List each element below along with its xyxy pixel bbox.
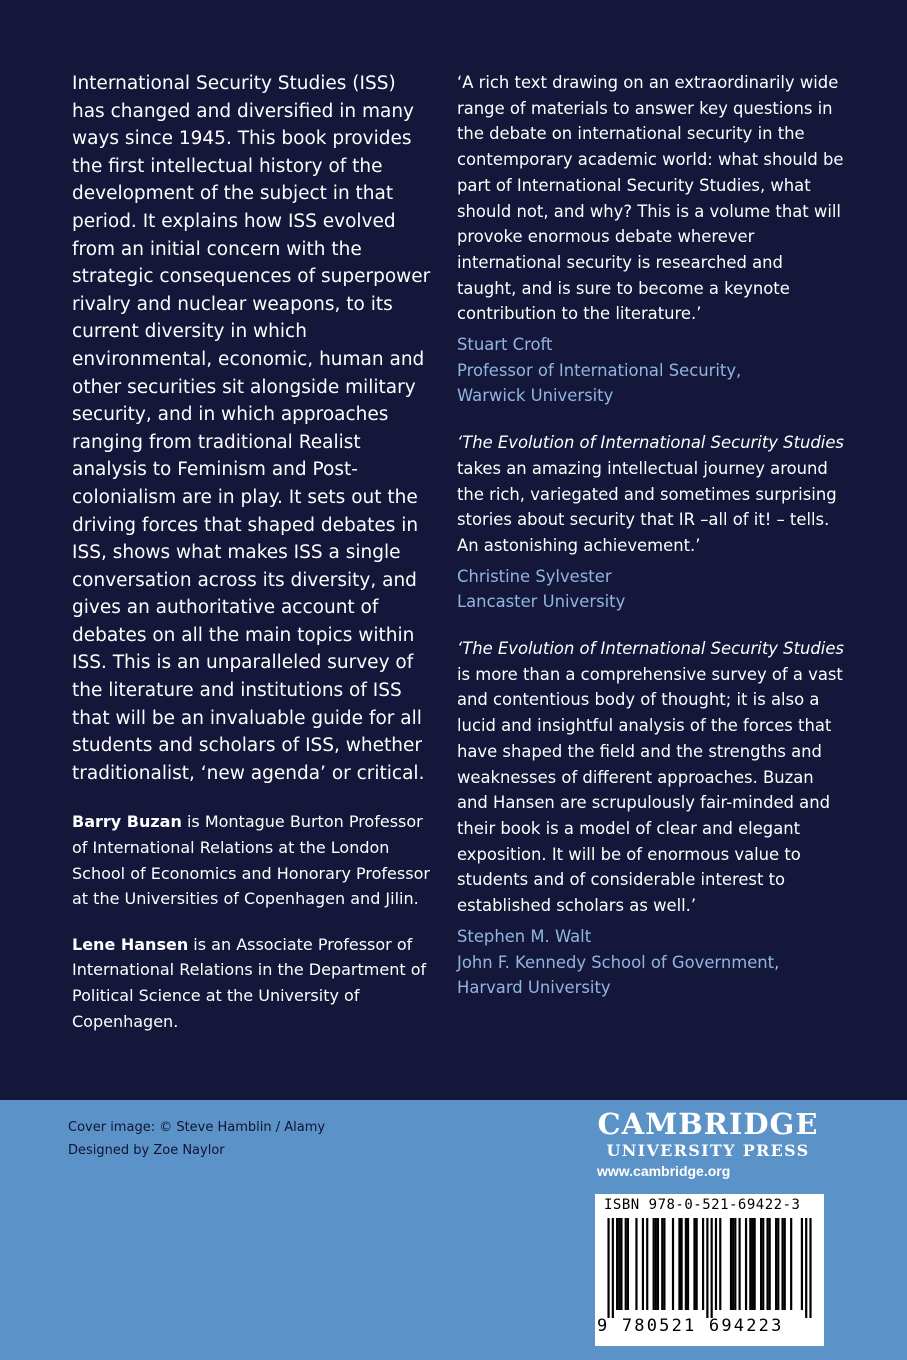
barcode-bar <box>809 1218 811 1318</box>
quote-attribution <box>457 924 847 1001</box>
barcode-bar <box>663 1218 665 1310</box>
barcode-bar <box>657 1218 659 1310</box>
barcode-bar <box>777 1218 779 1310</box>
barcode-bar <box>730 1218 732 1310</box>
publisher-band <box>0 1100 907 1360</box>
barcode-bar <box>762 1218 764 1310</box>
quote-title: ‘The Evolution of International Security Studies <box>457 433 844 453</box>
author-bio-hansen <box>72 932 434 1034</box>
barcode-bar <box>706 1218 708 1318</box>
reviewer-affiliation: Professor of International Security, <box>457 360 742 380</box>
barcode-bar <box>618 1218 620 1310</box>
barcode-bar <box>769 1218 771 1310</box>
publisher-subtitle: UNIVERSITY PRESS <box>606 1141 810 1160</box>
reviewer-affiliation: Warwick University <box>457 386 614 406</box>
barcode-bar <box>760 1218 762 1310</box>
barcode-bar <box>653 1218 655 1310</box>
barcode-bar <box>620 1218 622 1310</box>
left-column <box>72 70 434 1054</box>
barcode-bar <box>754 1218 756 1310</box>
barcode-bar <box>749 1218 751 1310</box>
barcode-bar <box>693 1218 695 1310</box>
barcode-bar <box>790 1218 792 1310</box>
barcode-digits: 9 780521 694223 <box>597 1316 784 1336</box>
reviewer-name: Stephen M. Walt <box>457 926 592 946</box>
publisher-url: www.cambridge.org <box>597 1163 731 1179</box>
book-description: International Security Studies (ISS) has changed and diversified in many ways since 1945. This book provides the first intellectual history of the development of the subject in that period. It explains how ISS evolved from an initial concern with the strategic consequences of superpower rivalry and nuclear weapons, to its current diversity in which environmental, economic, human and other securities sit alongside military security, and in which approaches ranging from traditional Realist analysis to Feminism and Post-colonialism are in play. It sets out the driving forces that shaped debates in ISS, shows what makes ISS a single conversation across its diversity, and gives an authoritative account of debates on all the main topics within ISS. This is an unparalleled survey of the literature and institutions of ISS that will be an invaluable guide for all students and scholars of ISS, whether traditionalist, ‘new agenda’ or critical. <box>72 73 431 784</box>
barcode-bar <box>678 1218 680 1310</box>
barcode-bar <box>719 1218 721 1310</box>
cover-image-credit: Cover image: © Steve Hamblin / Alamy <box>68 1120 326 1135</box>
barcode-bar <box>612 1218 614 1318</box>
endorsement-quote <box>457 430 847 559</box>
barcode-bar <box>687 1218 689 1310</box>
designer-credit: Designed by Zoe Naylor <box>68 1143 225 1158</box>
barcode-bar <box>680 1218 682 1310</box>
barcode-bar <box>775 1218 777 1310</box>
barcode-bar <box>625 1218 627 1310</box>
barcode-bar <box>805 1218 807 1318</box>
author-bio-text: is an Associate Professor of International Relations in the Department of Political Science at the University of Copenhagen. <box>72 934 427 1031</box>
barcode-bar <box>751 1218 753 1310</box>
barcode-bar <box>685 1218 687 1310</box>
quote-title: ‘The Evolution of International Security Studies <box>457 639 844 659</box>
author-name: Barry Buzan <box>72 812 182 832</box>
publisher-name: CAMBRIDGE <box>597 1107 819 1141</box>
quote-text: is more than a comprehensive survey of a vast and contentious body of thought; it is also a lucid and insightful analysis of the forces that have shaped the field and the strengths and weaknesses of different approaches. Buzan and Hansen are scrupulously fair-minded and their book is a model of clear and elegant exposition. It will be of enormous value to students and of considerable interest to established scholars as well.’ <box>457 664 843 916</box>
reviewer-name: Christine Sylvester <box>457 566 612 586</box>
barcode-bar <box>715 1218 717 1310</box>
barcode-bar <box>781 1218 783 1310</box>
barcode-bars <box>601 1218 818 1318</box>
isbn-label: ISBN 978-0-521-69422-3 <box>604 1197 801 1213</box>
reviewer-affiliation: Harvard University <box>457 978 611 998</box>
reviewer-affiliation: Lancaster University <box>457 592 626 612</box>
quote-text: ‘A rich text drawing on an extraordinarily wide range of materials to answer key questions in the debate on international security in the contemporary academic world: what should be part of International Security Studies, what should not, and why? This is a volume that will provoke enormous debate wherever international security is researched and taught, and is sure to become a keynote contribution to the literature.’ <box>457 73 844 324</box>
barcode-bar <box>635 1218 637 1310</box>
barcode-bar <box>739 1218 741 1310</box>
barcode-bar <box>646 1218 648 1310</box>
barcode <box>595 1194 824 1346</box>
barcode-bar <box>745 1218 747 1310</box>
endorsement-quote <box>457 636 847 919</box>
barcode-bar <box>732 1218 734 1310</box>
barcode-bar <box>784 1218 786 1310</box>
reviewer-name: Stuart Croft <box>457 335 553 355</box>
barcode-bar <box>766 1218 768 1310</box>
publisher-logo <box>593 1108 823 1181</box>
author-bio-text: is Montague Burton Professor of International Relations at the London School of Economics and Honorary Professor at the Universities of Copenhagen and Jilin. <box>72 812 430 909</box>
author-bio-buzan <box>72 809 434 911</box>
barcode-bar <box>702 1218 704 1310</box>
reviewer-affiliation: John F. Kennedy School of Government, <box>457 952 780 972</box>
barcode-bar <box>672 1218 674 1310</box>
barcode-bar <box>696 1218 698 1310</box>
barcode-bar <box>661 1218 663 1310</box>
barcode-bar <box>734 1218 736 1310</box>
barcode-bar <box>616 1218 618 1310</box>
right-column <box>457 70 847 1022</box>
barcode-bar <box>642 1218 644 1310</box>
quote-attribution <box>457 564 847 615</box>
barcode-bar <box>655 1218 657 1310</box>
credits <box>68 1116 325 1162</box>
endorsement-quote <box>457 70 847 327</box>
barcode-bar <box>711 1218 713 1318</box>
barcode-bar <box>607 1218 609 1318</box>
barcode-bar <box>801 1218 803 1310</box>
barcode-bar <box>627 1218 629 1310</box>
quote-text: takes an amazing intellectual journey around the rich, variegated and sometimes surprising stories about security that IR –all of it! – tells. An astonishing achievement.’ <box>457 458 837 555</box>
quote-attribution <box>457 332 847 409</box>
author-name: Lene Hansen <box>72 934 189 954</box>
